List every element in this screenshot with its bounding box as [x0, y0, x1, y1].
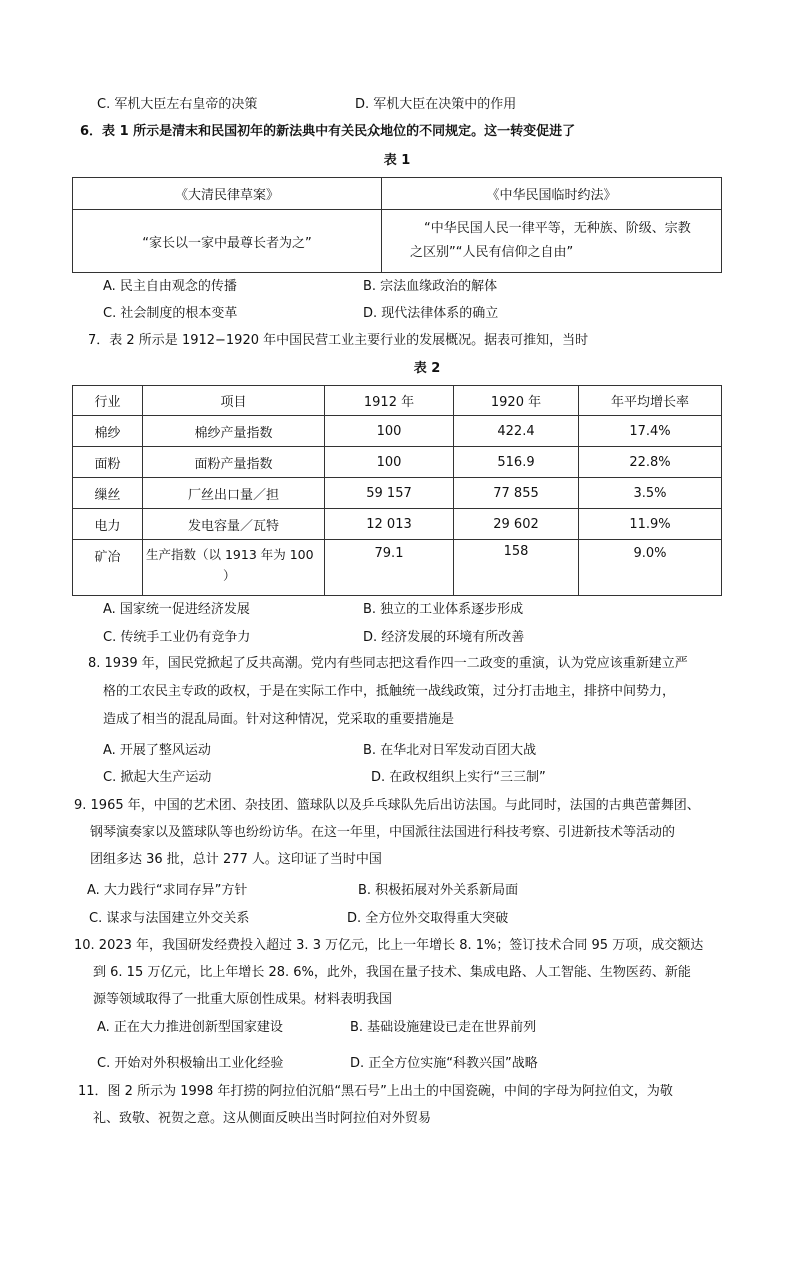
table2-header-row — [73, 386, 722, 416]
row-item: 棉纱产量指数 — [143, 416, 325, 447]
q11-line2: 礼、致敬、祝贺之意。这从侧面反映出当时阿拉伯对外贸易 — [93, 1111, 432, 1126]
table1-cell-right — [382, 210, 722, 273]
q8-option-d: D. 在政权组织上实行“三三制” — [371, 770, 546, 785]
table2-header-rate: 年平均增长率 — [579, 386, 722, 416]
table1-cell-right-line2: 之区别”“人民有信仰之自由” — [410, 245, 574, 260]
q6-option-d: D. 现代法律体系的确立 — [363, 306, 499, 321]
row-rate: 17.4% — [579, 416, 722, 447]
q9-option-d: D. 全方位外交取得重大突破 — [347, 911, 509, 926]
table2-title: 表 2 — [413, 361, 441, 376]
row-1920: 29 602 — [454, 509, 579, 540]
q5-option-c: C. 军机大臣左右皇帝的决策 — [97, 97, 258, 112]
row-industry: 缫丝 — [73, 478, 143, 509]
q8-line2: 格的工农民主专政的政权，于是在实际工作中，抵触统一战线政策，过分打击地主，排挤中间势力， — [103, 684, 676, 699]
table-row — [73, 478, 722, 509]
row-1912: 100 — [325, 416, 454, 447]
row-1920: 516.9 — [454, 447, 579, 478]
row-item-line1: 生产指数（以 1913 年为 100 — [146, 547, 314, 562]
row-1912: 59 157 — [325, 478, 454, 509]
table1-header-left: 《大清民律草案》 — [73, 178, 382, 210]
table1-header-right: 《中华民国临时约法》 — [382, 178, 722, 210]
q6-option-a: A. 民主自由观念的传播 — [103, 279, 237, 294]
q10-line1: 10. 2023 年，我国研发经费投入超过 3. 3 万亿元，比上一年增长 8. 1%；签订技术合同 95 万项，成交额达 — [74, 938, 704, 953]
q7-stem: 7．表 2 所示是 1912−1920 年中国民营工业主要行业的发展概况。据表可推知，当时 — [88, 333, 589, 348]
q11-line1: 11．图 2 所示为 1998 年打捞的阿拉伯沉船“黑石号”上出土的中国瓷碗，中间的字母为阿拉伯文，为敬 — [78, 1084, 673, 1099]
q9-line3: 团组多达 36 批，总计 277 人。这印证了当时中国 — [90, 852, 382, 867]
q5-option-d: D. 军机大臣在决策中的作用 — [355, 97, 517, 112]
row-rate: 3.5% — [579, 478, 722, 509]
q7-option-d: D. 经济发展的环境有所改善 — [363, 630, 525, 645]
q9-option-a: A. 大力践行“求同存异”方针 — [87, 883, 248, 898]
q6-stem: 6．表 1 所示是清末和民国初年的新法典中有关民众地位的不同规定。这一转变促进了 — [80, 124, 576, 139]
q8-option-a: A. 开展了整风运动 — [103, 743, 211, 758]
table2-header-1912: 1912 年 — [325, 386, 454, 416]
row-industry: 面粉 — [73, 447, 143, 478]
q8-line1: 8. 1939 年，国民党掀起了反共高潮。党内有些同志把这看作四一二政变的重演，认为党应该重新建立严 — [88, 656, 688, 671]
q10-option-a: A. 正在大力推进创新型国家建设 — [97, 1020, 283, 1035]
table1-title: 表 1 — [383, 153, 411, 168]
table-row — [73, 447, 722, 478]
row-item: 发电容量／瓦特 — [143, 509, 325, 540]
table1-cell-left: “家长以一家中最尊长者为之” — [73, 210, 382, 273]
q8-option-b: B. 在华北对日军发动百团大战 — [363, 743, 537, 758]
q7-option-c: C. 传统手工业仍有竞争力 — [103, 630, 251, 645]
row-item-line2: ） — [223, 568, 236, 583]
table2-header-item: 项目 — [143, 386, 325, 416]
table-row — [73, 540, 722, 596]
row-1912: 79.1 — [325, 540, 454, 596]
table-row — [73, 416, 722, 447]
table2 — [72, 385, 722, 596]
q8-line3: 造成了相当的混乱局面。针对这种情况，党采取的重要措施是 — [103, 712, 455, 727]
row-1912: 100 — [325, 447, 454, 478]
row-1920: 158 — [454, 540, 579, 596]
row-industry: 电力 — [73, 509, 143, 540]
row-1912: 12 013 — [325, 509, 454, 540]
row-1920: 422.4 — [454, 416, 579, 447]
q10-option-b: B. 基础设施建设已走在世界前列 — [350, 1020, 537, 1035]
q10-line3: 源等领域取得了一批重大原创性成果。材料表明我国 — [93, 992, 393, 1007]
q6-option-c: C. 社会制度的根本变革 — [103, 306, 238, 321]
q10-line2: 到 6. 15 万亿元，比上年增长 28. 6%，此外，我国在量子技术、集成电路、人工智能、生物医药、新能 — [93, 965, 691, 980]
q9-line1: 9. 1965 年，中国的艺术团、杂技团、篮球队以及乒乓球队先后出访法国。与此同时，法国的古典芭蕾舞团、 — [74, 798, 700, 813]
row-industry: 矿冶 — [73, 540, 143, 596]
row-rate: 22.8% — [579, 447, 722, 478]
row-1920: 77 855 — [454, 478, 579, 509]
q9-line2: 钢琴演奏家以及篮球队等也纷纷访华。在这一年里，中国派往法国进行科技考察、引进新技术等活动的 — [90, 825, 676, 840]
q6-option-b: B. 宗法血缘政治的解体 — [363, 279, 498, 294]
q10-option-c: C. 开始对外积极输出工业化经验 — [97, 1056, 284, 1071]
row-item — [143, 540, 325, 596]
q9-option-c: C. 谋求与法国建立外交关系 — [89, 911, 250, 926]
row-rate: 9.0% — [579, 540, 722, 596]
row-item: 厂丝出口量／担 — [143, 478, 325, 509]
table-row — [73, 509, 722, 540]
q7-option-a: A. 国家统一促进经济发展 — [103, 602, 250, 617]
q10-option-d: D. 正全方位实施“科教兴国”战略 — [350, 1056, 538, 1071]
table2-header-1920: 1920 年 — [454, 386, 579, 416]
table1 — [72, 177, 722, 273]
table1-cell-right-line1: “中华民国人民一律平等，无种族、阶级、宗教 — [424, 221, 691, 236]
row-industry: 棉纱 — [73, 416, 143, 447]
row-rate: 11.9% — [579, 509, 722, 540]
row-item: 面粉产量指数 — [143, 447, 325, 478]
q9-option-b: B. 积极拓展对外关系新局面 — [358, 883, 519, 898]
table2-header-industry: 行业 — [73, 386, 143, 416]
q8-option-c: C. 掀起大生产运动 — [103, 770, 212, 785]
q7-option-b: B. 独立的工业体系逐步形成 — [363, 602, 524, 617]
